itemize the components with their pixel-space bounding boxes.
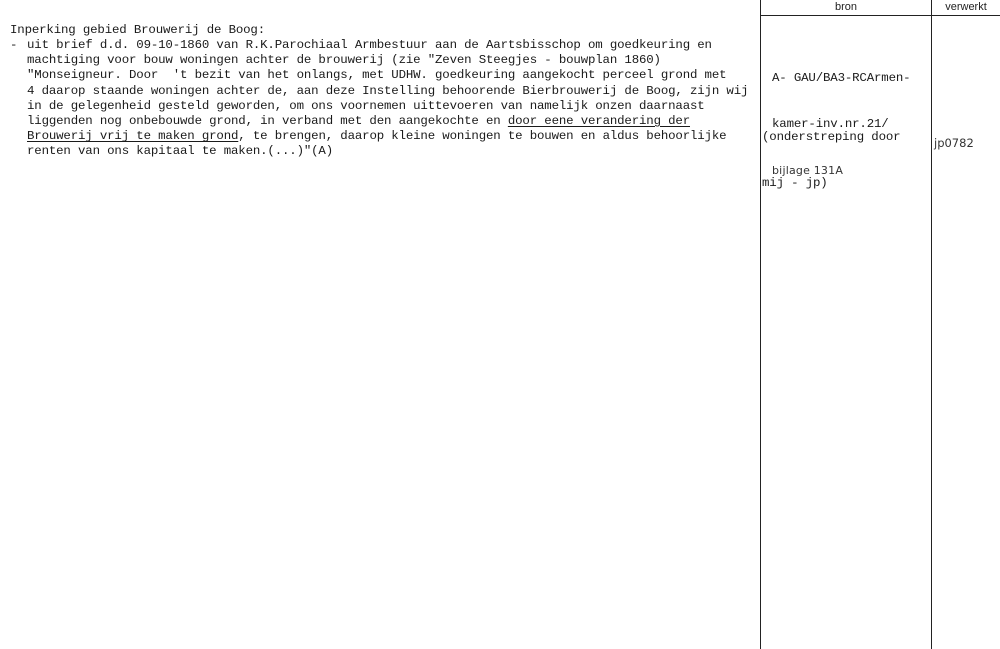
text-line <box>27 38 748 53</box>
text-line <box>27 99 748 114</box>
bron-note-line: mij - jp) <box>762 176 828 190</box>
underlined-text: door eene verandering der <box>507 113 690 128</box>
column-divider-bron <box>760 0 761 649</box>
verwerkt-code: jp0782 <box>934 136 974 150</box>
bullet-dash: - <box>10 38 18 52</box>
text-segment: uit brief d.d. 09-10-1860 van R.K.Parochiaal Armbestuur aan de Aartsbisschop om goedkeuring en <box>27 38 712 52</box>
verwerkt-column-header: verwerkt <box>945 1 987 13</box>
text-line <box>27 84 748 99</box>
bron-note <box>762 100 900 206</box>
text-segment: machtiging voor bouw woningen achter de brouwerij (zie "Zeven Steegjes - bouwplan 1860) <box>27 53 661 68</box>
bron-ref-line: A- GAU/BA3-RCArmen- <box>772 71 911 86</box>
text-segment: , te brengen, daarop kleine woningen te bouwen en aldus behoorlijke <box>238 129 727 144</box>
text-line <box>27 144 748 159</box>
bron-ref-line: kamer-inv.nr.21/ <box>772 117 889 131</box>
column-divider-verwerkt <box>931 0 932 649</box>
underlined-text: Brouwerij vrij te maken grond <box>27 129 239 144</box>
text-line <box>27 53 748 68</box>
text-segment: "Monseigneur. Door 't bezit van het onlangs, met UDHW. goedkeuring aangekocht perceel grond met <box>27 68 727 83</box>
quote-text <box>27 38 748 160</box>
text-line <box>27 114 748 129</box>
document-heading: Inperking gebied Brouwerij de Boog: <box>10 23 265 37</box>
text-segment: renten van ons kapitaal te maken.(...)"(A) <box>27 144 333 159</box>
text-line <box>27 129 748 144</box>
text-segment: in de gelegenheid gesteld geworden, om ons voornemen uittevoeren van namelijk onzen daarnaast <box>27 98 705 113</box>
text-line <box>27 68 748 83</box>
text-segment: 4 daarop staande woningen achter de, aan deze Instelling behoorende Bierbrouwerij de Boog, zijn wij <box>27 83 749 98</box>
bron-ref-line: bijlage 131A <box>772 163 844 177</box>
bron-column-header: bron <box>834 1 858 13</box>
bron-note-line: (onderstreping door <box>762 130 901 145</box>
text-segment: liggenden nog onbebouwde grond, in verband met den aangekochte en <box>27 113 508 128</box>
header-rule <box>760 15 1000 16</box>
